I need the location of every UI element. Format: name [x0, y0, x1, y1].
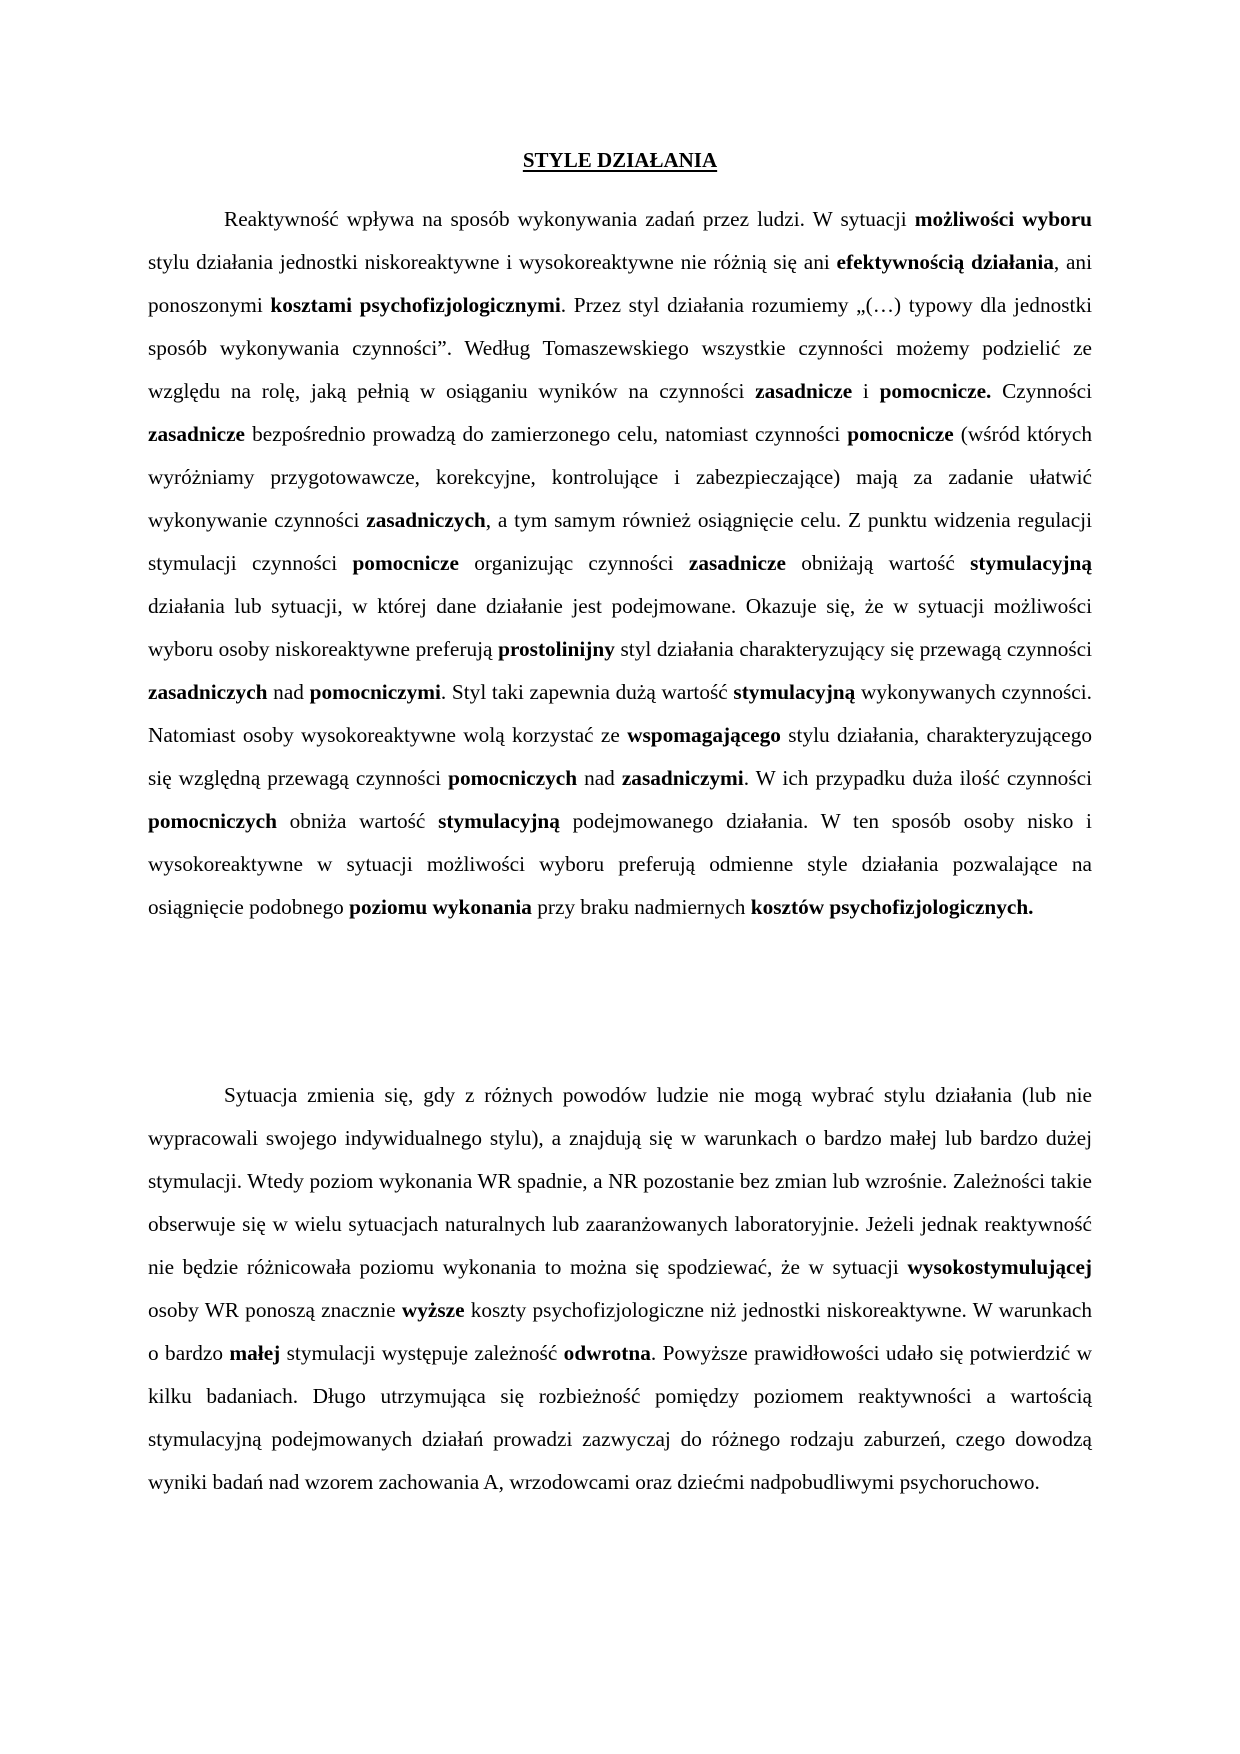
- text-run: , a tym samym również osiągnięcie celu. Z punktu widzenia regulacji stymulacji czynności: [148, 508, 1092, 575]
- text-run: organizując czynności: [458, 551, 689, 575]
- text-run: stylu działania, charakteryzującego się względną przewagą czynności: [148, 723, 1092, 790]
- emphasized-text: pomocnicze: [352, 551, 459, 575]
- emphasized-text: pomocniczych: [148, 809, 277, 833]
- text-run: . W ich przypadku duża ilość czynności: [743, 766, 1092, 790]
- text-run: styl działania charakteryzujący się przewagą czynności: [614, 637, 1092, 661]
- emphasized-text: stymulacyjną: [733, 680, 856, 704]
- text-run: bezpośrednio prowadzą do zamierzonego celu, natomiast czynności: [245, 422, 848, 446]
- text-run: przy braku nadmiernych: [531, 895, 751, 919]
- emphasized-text: poziomu wykonania: [349, 895, 532, 919]
- text-run: obniżają wartość: [785, 551, 971, 575]
- text-run: nad: [577, 766, 622, 790]
- emphasized-text: pomocniczymi: [309, 680, 441, 704]
- emphasized-text: odwrotna: [563, 1341, 651, 1365]
- text-run: obniża wartość: [276, 809, 439, 833]
- emphasized-text: kosztów psychofizjologicznych.: [750, 895, 1034, 919]
- text-run: wykonywanych czynności. Natomiast osoby wysokoreaktywne wolą korzystać ze: [148, 680, 1092, 747]
- text-run: (wśród których wyróżniamy przygotowawcze, korekcyjne, kontrolujące i zabezpieczające) mają za zadanie ułatwić wykonywanie czynności: [148, 422, 1092, 532]
- emphasized-text: pomocnicze: [847, 422, 954, 446]
- emphasized-text: wyższe: [401, 1298, 465, 1322]
- emphasized-text: stymulacyjną: [970, 551, 1093, 575]
- emphasized-text: kosztami psychofizjologicznymi: [270, 293, 561, 317]
- text-run: Reaktywność wpływa na sposób wykonywania zadań przez ludzi. W sytuacji: [224, 207, 915, 231]
- emphasized-text: prostolinijny: [498, 637, 615, 661]
- emphasized-text: zasadniczymi: [621, 766, 744, 790]
- emphasized-text: zasadnicze: [755, 379, 853, 403]
- document-title: STYLE DZIAŁANIA: [522, 148, 718, 172]
- text-run: stylu działania jednostki niskoreaktywne i wysokoreaktywne nie różnią się ani: [148, 250, 837, 274]
- text-run: i: [852, 379, 880, 403]
- text-run: koszty psychofizjologiczne niż jednostki niskoreaktywne. W warunkach o bardzo: [148, 1298, 1092, 1365]
- text-run: działania lub sytuacji, w której dane działanie jest podejmowane. Okazuje się, że w sytuacji możliwości wyboru osoby niskoreaktywne preferują: [148, 594, 1092, 661]
- emphasized-text: zasadniczych: [148, 680, 268, 704]
- paragraph-2: [148, 1074, 1092, 1504]
- text-run: , ani ponoszonymi: [148, 250, 1092, 317]
- emphasized-text: efektywnością działania: [836, 250, 1054, 274]
- emphasized-text: małej: [229, 1341, 281, 1365]
- emphasized-text: wysokostymulującej: [907, 1255, 1092, 1279]
- text-run: nad: [267, 680, 310, 704]
- text-run: osoby WR ponoszą znacznie: [148, 1298, 402, 1322]
- emphasized-text: pomocniczych: [448, 766, 578, 790]
- text-run: stymulacji występuje zależność: [280, 1341, 564, 1365]
- emphasized-text: zasadnicze: [148, 422, 246, 446]
- emphasized-text: możliwości wyboru: [914, 207, 1092, 231]
- emphasized-text: stymulacyjną: [438, 809, 560, 833]
- text-run: . Styl taki zapewnia dużą wartość: [440, 680, 734, 704]
- emphasized-text: wspomagającego: [627, 723, 781, 747]
- emphasized-text: zasadnicze: [688, 551, 786, 575]
- emphasized-text: pomocnicze.: [879, 379, 992, 403]
- text-run: Sytuacja zmienia się, gdy z różnych powodów ludzie nie mogą wybrać stylu działania (lub nie wypracowali swojego indywidualnego stylu), a znajdują się w warunkach o bardzo małej lub bardzo dużej stymulacji. Wtedy poziom wykonania WR spadnie, a NR pozostanie bez zmian lub wzrośnie. Zależności takie obserwuje się w wielu sytuacjach naturalnych lub zaaranżowanych laboratoryjnie. Jeżeli jednak reaktywność nie będzie różnicowała poziomu wykonania to można się spodziewać, że w sytuacji: [148, 1083, 1092, 1279]
- text-run: Czynności: [991, 379, 1092, 403]
- emphasized-text: zasadniczych: [366, 508, 486, 532]
- text-run: podejmowanego działania. W ten sposób osoby nisko i wysokoreaktywne w sytuacji możliwości wyboru preferują odmienne style działania pozwalające na osiągnięcie podobnego: [148, 809, 1092, 919]
- text-run: . Powyższe prawidłowości udało się potwierdzić w kilku badaniach. Długo utrzymująca się rozbieżność pomiędzy poziomem reaktywności a wartością stymulacyjną podejmowanych działań prowadzi zazwyczaj do różnego rodzaju zaburzeń, czego dowodzą wyniki badań nad wzorem zachowania A, wrzodowcami oraz dziećmi nadpobudliwymi psychoruchowo.: [148, 1341, 1092, 1494]
- paragraph-1: [148, 198, 1092, 929]
- text-run: . Przez styl działania rozumiemy „(…) typowy dla jednostki sposób wykonywania czynności”. Według Tomaszewskiego wszystkie czynności możemy podzielić ze względu na rolę, jaką pełnią w osiąganiu wyników na czynności: [148, 293, 1093, 403]
